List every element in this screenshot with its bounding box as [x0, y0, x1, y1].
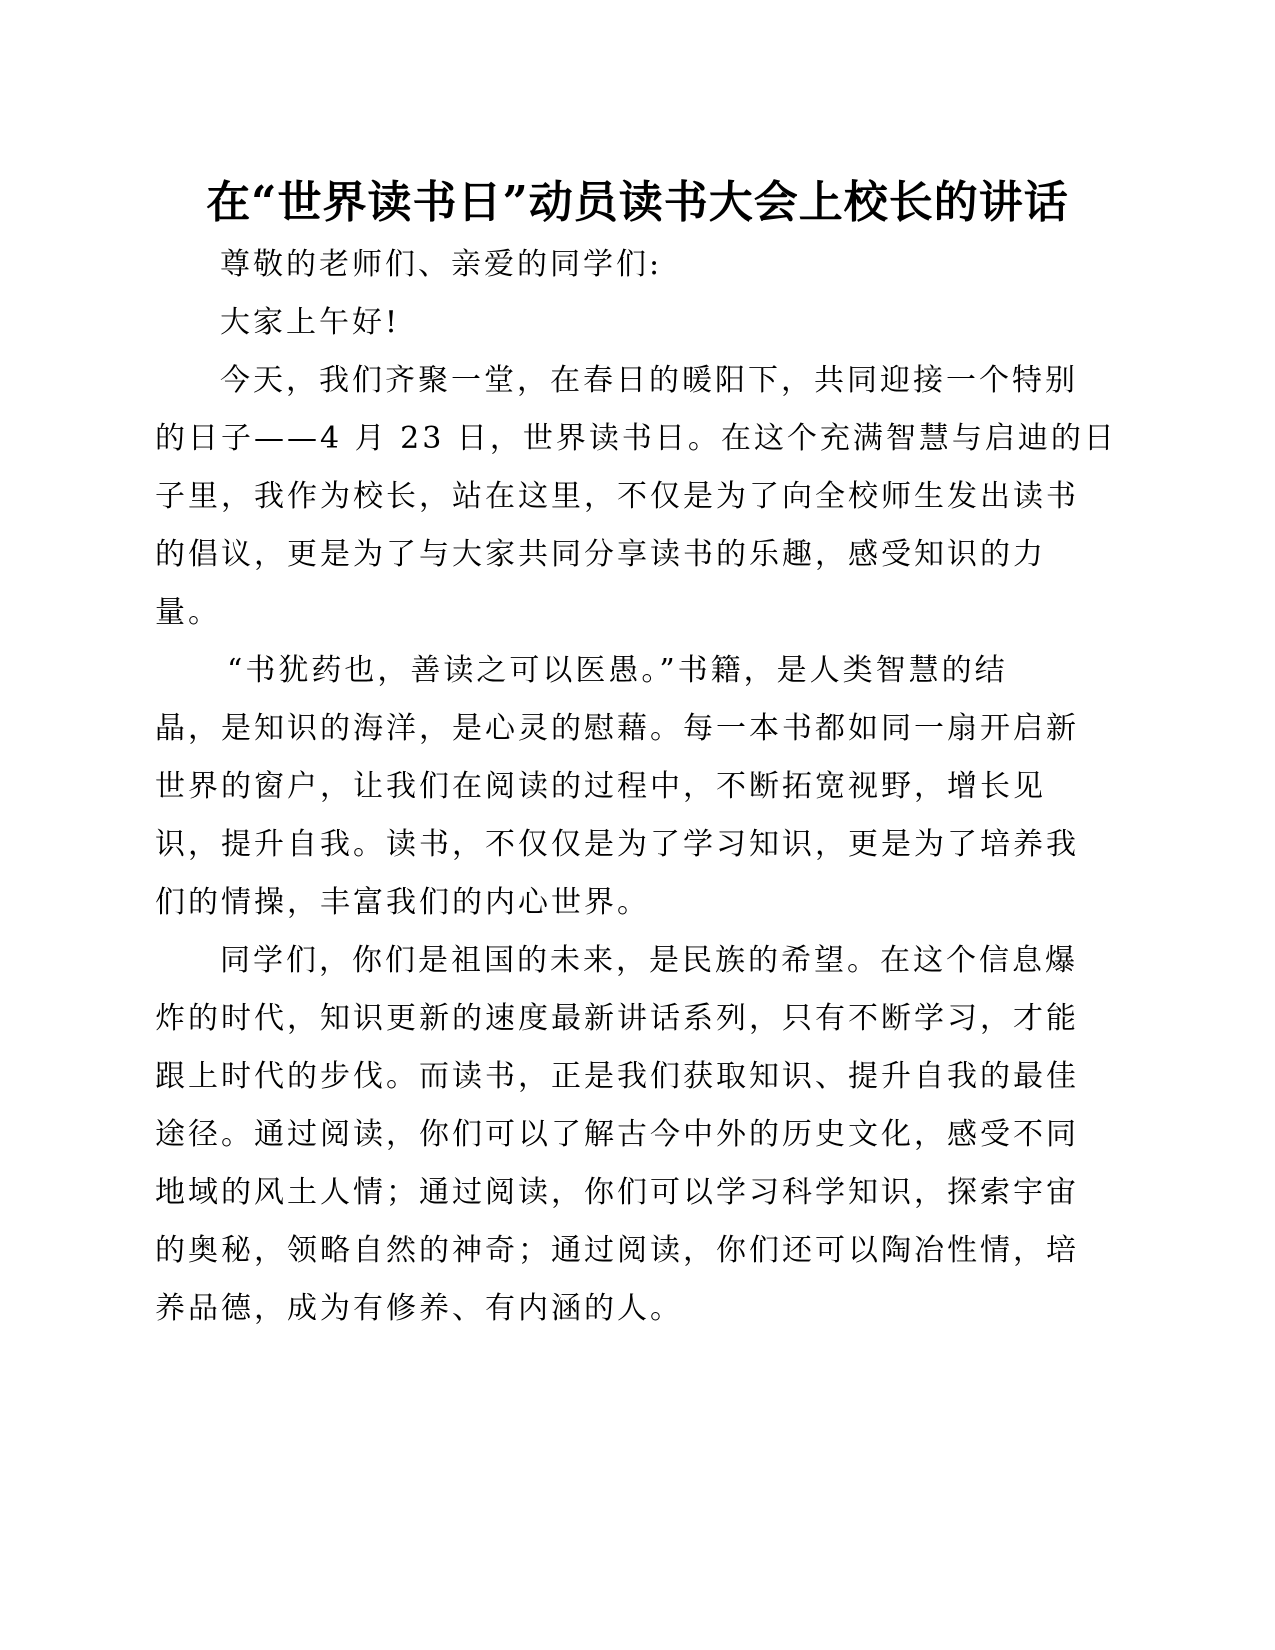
paragraph-2-line-4: 识，提升自我。读书，不仅仅是为了学习知识，更是为了培养我 [155, 827, 1079, 862]
paragraph-2-line-5: 们的情操，丰富我们的内心世界。 [155, 885, 650, 920]
document-title: 在“世界读书日”动员读书大会上校长的讲话 [206, 177, 1069, 228]
paragraph-1-line-2: 的日子——4 月 23 日，世界读书日。在这个充满智慧与启迪的日 [155, 421, 1117, 456]
paragraph-3-line-7: 养品德，成为有修养、有内涵的人。 [155, 1291, 683, 1326]
paragraph-2-line-1: “书犹药也，善读之可以医愚。”书籍，是人类智慧的结 [227, 653, 1008, 688]
paragraph-3-line-3: 跟上时代的步伐。而读书，正是我们获取知识、提升自我的最佳 [155, 1059, 1079, 1094]
paragraph-1-line-1: 今天，我们齐聚一堂，在春日的暖阳下，共同迎接一个特别 [220, 363, 1078, 398]
paragraph-2-line-2: 晶，是知识的海洋，是心灵的慰藉。每一本书都如同一扇开启新 [155, 711, 1079, 746]
paragraph-1-line-3: 子里，我作为校长，站在这里，不仅是为了向全校师生发出读书 [155, 479, 1079, 514]
paragraph-1-line-4: 的倡议，更是为了与大家共同分享读书的乐趣，感受知识的力 [155, 537, 1046, 572]
paragraph-3-line-2: 炸的时代，知识更新的速度最新讲话系列，只有不断学习，才能 [155, 1001, 1079, 1036]
paragraph-1-line-5: 量。 [155, 595, 221, 630]
paragraph-3-line-4: 途径。通过阅读，你们可以了解古今中外的历史文化，感受不同 [155, 1117, 1079, 1152]
greeting-line: 大家上午好! [220, 305, 401, 340]
paragraph-3-line-6: 的奥秘，领略自然的神奇；通过阅读，你们还可以陶冶性情，培 [155, 1233, 1079, 1268]
paragraph-3-line-1: 同学们，你们是祖国的未来，是民族的希望。在这个信息爆 [220, 943, 1078, 978]
document-body [155, 236, 1117, 1338]
salutation-line: 尊敬的老师们、亲爱的同学们: [220, 247, 663, 282]
paragraph-3-line-5: 地域的风土人情；通过阅读，你们可以学习科学知识，探索宇宙 [155, 1175, 1079, 1210]
paragraph-2-line-3: 世界的窗户，让我们在阅读的过程中，不断拓宽视野，增长见 [155, 769, 1046, 804]
